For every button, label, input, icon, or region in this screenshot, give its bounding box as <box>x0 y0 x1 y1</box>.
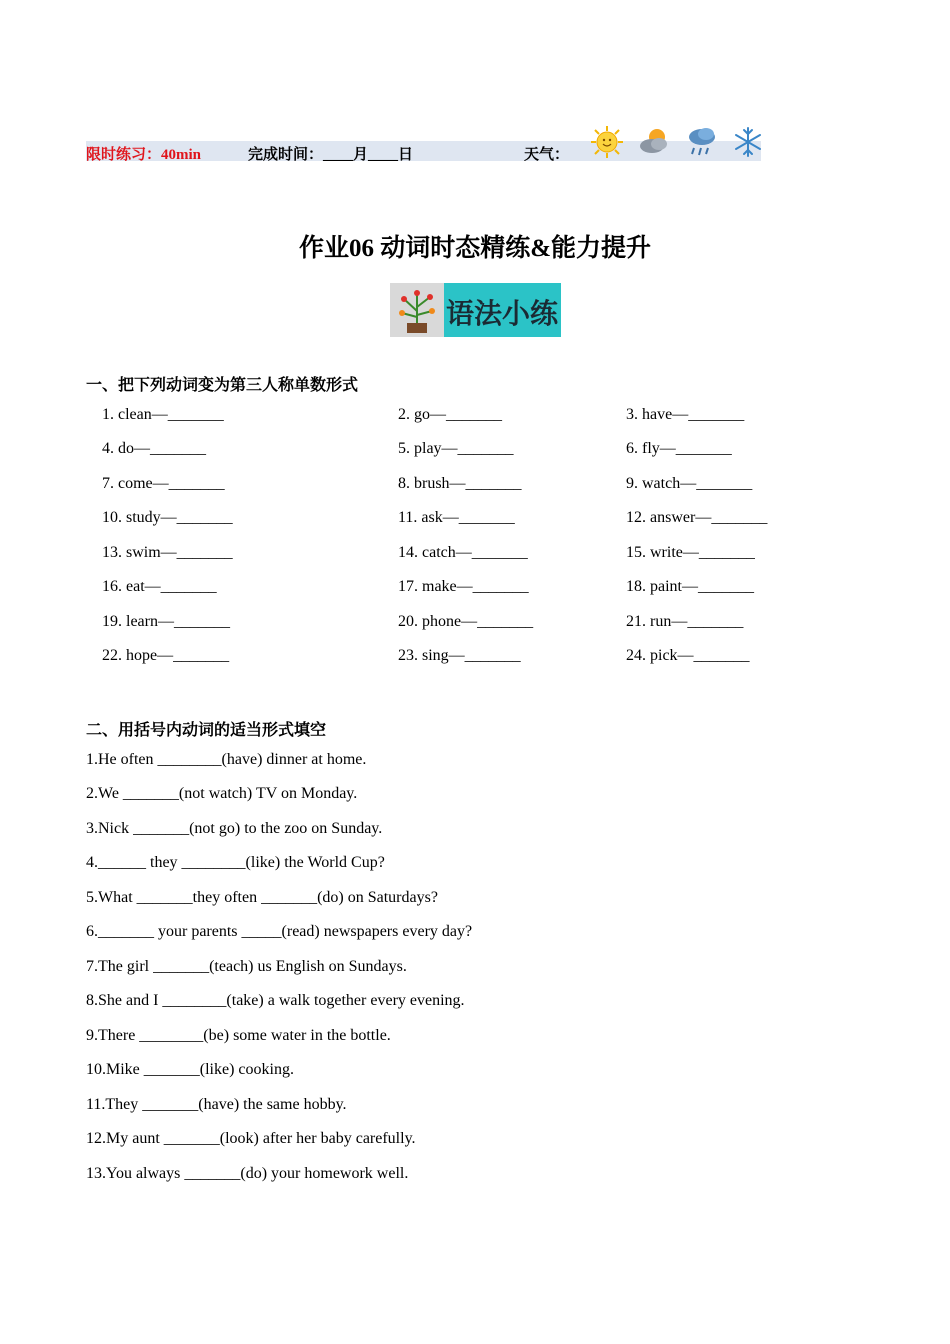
list-item: 8. brush—_______ <box>398 475 522 492</box>
list-item: 19. learn—_______ <box>102 613 230 630</box>
list-item: 12.My aunt _______(look) after her baby carefully. <box>86 1130 416 1147</box>
rain-icon <box>686 125 720 159</box>
list-item: 1.He often ________(have) dinner at home. <box>86 751 367 768</box>
list-item: 8.She and I ________(take) a walk together every evening. <box>86 992 465 1009</box>
list-item: 16. eat—_______ <box>102 578 217 595</box>
list-item: 2. go—_______ <box>398 406 502 423</box>
list-item: 7.The girl _______(teach) us English on Sundays. <box>86 958 407 975</box>
list-item: 5.What _______they often _______(do) on Saturdays? <box>86 889 438 906</box>
section-2-heading: 二、用括号内动词的适当形式填空 <box>86 722 327 739</box>
plant-image <box>390 283 444 337</box>
list-item: 6._______ your parents _____(read) newspapers every day? <box>86 923 473 940</box>
completion-date: 完成时间：____月____日 <box>248 147 414 163</box>
section-1-heading: 一、把下列动词变为第三人称单数形式 <box>86 377 359 394</box>
list-item: 9. watch—_______ <box>626 475 753 492</box>
list-item: 14. catch—_______ <box>398 544 528 561</box>
list-item: 10.Mike _______(like) cooking. <box>86 1061 294 1078</box>
list-item: 11.They _______(have) the same hobby. <box>86 1096 347 1113</box>
time-limit: 限时练习：40min <box>86 147 202 163</box>
grammar-badge <box>390 283 561 337</box>
list-item: 3. have—_______ <box>626 406 745 423</box>
list-item: 2.We _______(not watch) TV on Monday. <box>86 785 358 802</box>
list-item: 23. sing—_______ <box>398 647 521 664</box>
list-item: 7. come—_______ <box>102 475 225 492</box>
list-item: 5. play—_______ <box>398 440 514 457</box>
plant-icon <box>390 283 444 337</box>
list-item: 6. fly—_______ <box>626 440 732 457</box>
sun-icon <box>590 125 624 159</box>
list-item: 4. do—_______ <box>102 440 206 457</box>
list-item: 13.You always _______(do) your homework well. <box>86 1165 409 1182</box>
list-item: 17. make—_______ <box>398 578 529 595</box>
page-title: 作业06 动词时态精练&能力提升 <box>298 235 652 262</box>
badge-label: 语法小练 <box>446 299 559 330</box>
list-item: 9.There ________(be) some water in the bottle. <box>86 1027 391 1044</box>
list-item: 10. study—_______ <box>102 509 233 526</box>
list-item: 15. write—_______ <box>626 544 755 561</box>
list-item: 1. clean—_______ <box>102 406 224 423</box>
list-item: 21. run—_______ <box>626 613 744 630</box>
list-item: 22. hope—_______ <box>102 647 230 664</box>
list-item: 12. answer—_______ <box>626 509 768 526</box>
list-item: 24. pick—_______ <box>626 647 750 664</box>
list-item: 11. ask—_______ <box>398 509 515 526</box>
snowflake-icon <box>731 125 765 159</box>
list-item: 4.______ they ________(like) the World Cup? <box>86 854 385 871</box>
list-item: 20. phone—_______ <box>398 613 534 630</box>
partly-cloudy-icon <box>638 125 672 159</box>
list-item: 18. paint—_______ <box>626 578 754 595</box>
list-item: 3.Nick _______(not go) to the zoo on Sunday. <box>86 820 383 837</box>
weather-label: 天气： <box>524 147 570 163</box>
practice-header <box>86 141 761 161</box>
list-item: 13. swim—_______ <box>102 544 233 561</box>
